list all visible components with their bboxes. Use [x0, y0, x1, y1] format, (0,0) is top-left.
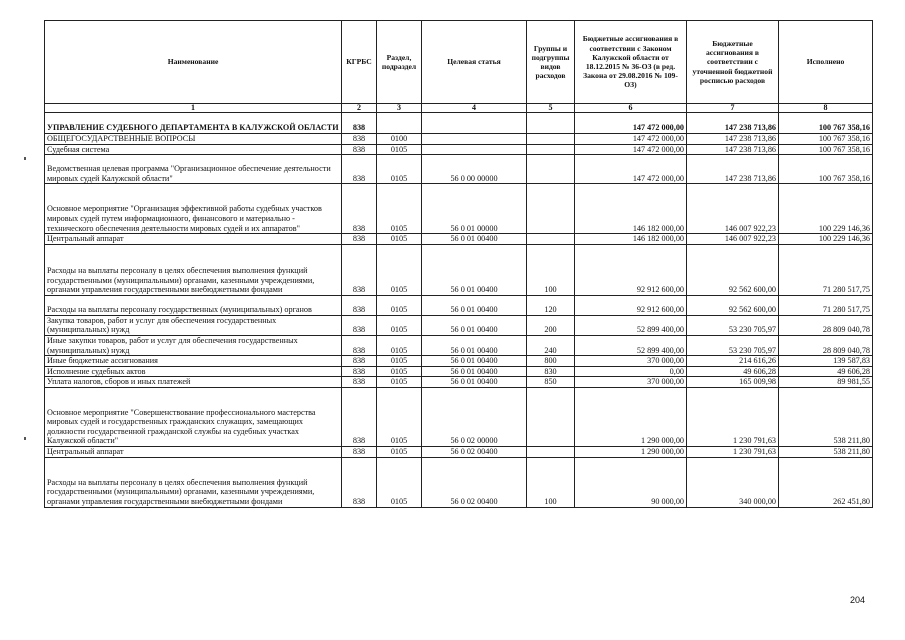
row-kgrbs: 838 [342, 446, 377, 457]
row-schedule-amount: 165 009,98 [687, 377, 779, 388]
header-kgrbs: КГРБС [342, 21, 377, 104]
header-groups: Группы и подгруппы видов расходов [527, 21, 575, 104]
row-executed-amount: 71 280 517,75 [779, 244, 873, 295]
row-group [527, 387, 575, 446]
row-section: 0105 [377, 446, 422, 457]
row-section: 0105 [377, 356, 422, 367]
row-kgrbs: 838 [342, 144, 377, 155]
row-schedule-amount: 147 238 713,86 [687, 113, 779, 134]
page-number: 204 [850, 595, 866, 605]
row-name: Уплата налогов, сборов и иных платежей [45, 377, 342, 388]
row-section: 0105 [377, 244, 422, 295]
row-section: 0105 [377, 184, 422, 234]
row-executed-amount: 100 229 146,36 [779, 184, 873, 234]
table-row [45, 244, 873, 295]
row-executed-amount: 71 280 517,75 [779, 295, 873, 315]
row-target: 56 0 01 00400 [422, 366, 527, 377]
row-group [527, 446, 575, 457]
row-name: Исполнение судебных актов [45, 366, 342, 377]
row-schedule-amount: 92 562 600,00 [687, 295, 779, 315]
row-kgrbs: 838 [342, 356, 377, 367]
column-number-row [45, 104, 873, 113]
row-executed-amount: 538 211,80 [779, 446, 873, 457]
row-section: 0105 [377, 295, 422, 315]
column-number: 6 [575, 104, 687, 113]
row-kgrbs: 838 [342, 366, 377, 377]
margin-mark [24, 437, 26, 440]
row-schedule-amount: 146 007 922,23 [687, 234, 779, 245]
row-name: Иные бюджетные ассигнования [45, 356, 342, 367]
row-law-amount: 92 912 600,00 [575, 295, 687, 315]
row-group: 120 [527, 295, 575, 315]
row-group: 830 [527, 366, 575, 377]
row-executed-amount: 100 767 358,16 [779, 134, 873, 145]
column-number: 3 [377, 104, 422, 113]
row-name: Центральный аппарат [45, 234, 342, 245]
row-target: 56 0 01 00400 [422, 335, 527, 355]
row-section: 0105 [377, 387, 422, 446]
row-schedule-amount: 53 230 705,97 [687, 315, 779, 335]
row-group: 240 [527, 335, 575, 355]
row-law-amount: 52 899 400,00 [575, 335, 687, 355]
row-schedule-amount: 1 230 791,63 [687, 387, 779, 446]
table-row [45, 295, 873, 315]
row-name: Основное мероприятие "Организация эффективной работы судебных участков мировых судей путем информационного, финансового и материально - технического обеспечения деятельности мировых судей и их аппаратов" [45, 184, 342, 234]
row-executed-amount: 139 587,83 [779, 356, 873, 367]
row-group: 850 [527, 377, 575, 388]
table-row [45, 377, 873, 388]
row-schedule-amount: 146 007 922,23 [687, 184, 779, 234]
row-target [422, 134, 527, 145]
row-law-amount: 0,00 [575, 366, 687, 377]
header-name: Наименование [45, 21, 342, 104]
row-section: 0105 [377, 234, 422, 245]
row-schedule-amount: 340 000,00 [687, 457, 779, 507]
row-target [422, 144, 527, 155]
row-name: Ведомственная целевая программа "Организационное обеспечение деятельности мировых судей Калужской области" [45, 155, 342, 184]
row-schedule-amount: 147 238 713,86 [687, 155, 779, 184]
row-group: 100 [527, 457, 575, 507]
header-section: Раздел, подраздел [377, 21, 422, 104]
table-row [45, 155, 873, 184]
row-target: 56 0 01 00400 [422, 377, 527, 388]
row-law-amount: 146 182 000,00 [575, 234, 687, 245]
header-executed: Исполнено [779, 21, 873, 104]
row-target: 56 0 02 00400 [422, 446, 527, 457]
row-target: 56 0 02 00000 [422, 387, 527, 446]
row-law-amount: 146 182 000,00 [575, 184, 687, 234]
row-executed-amount: 538 211,80 [779, 387, 873, 446]
row-kgrbs: 838 [342, 315, 377, 335]
row-kgrbs: 838 [342, 377, 377, 388]
table-row [45, 335, 873, 355]
row-schedule-amount: 49 606,28 [687, 366, 779, 377]
margin-mark [24, 157, 26, 160]
row-executed-amount: 49 606,28 [779, 366, 873, 377]
row-group [527, 184, 575, 234]
row-schedule-amount: 53 230 705,97 [687, 335, 779, 355]
row-kgrbs: 838 [342, 335, 377, 355]
row-law-amount: 147 472 000,00 [575, 113, 687, 134]
row-kgrbs: 838 [342, 457, 377, 507]
row-group [527, 134, 575, 145]
row-executed-amount: 100 767 358,16 [779, 144, 873, 155]
column-number: 5 [527, 104, 575, 113]
row-kgrbs: 838 [342, 234, 377, 245]
row-section: 0105 [377, 315, 422, 335]
table-row [45, 446, 873, 457]
row-group [527, 144, 575, 155]
row-section: 0100 [377, 134, 422, 145]
row-group [527, 155, 575, 184]
column-number: 2 [342, 104, 377, 113]
table-row [45, 113, 873, 134]
row-group: 800 [527, 356, 575, 367]
row-section: 0105 [377, 335, 422, 355]
row-schedule-amount: 92 562 600,00 [687, 244, 779, 295]
row-name: Расходы на выплаты персоналу в целях обеспечения выполнения функций государственными (муниципальными) органами, казенными учреждениями, органами управления государственными внебюджетными фондами [45, 244, 342, 295]
row-law-amount: 90 000,00 [575, 457, 687, 507]
column-number: 1 [45, 104, 342, 113]
row-kgrbs: 838 [342, 113, 377, 134]
row-target: 56 0 01 00400 [422, 244, 527, 295]
row-group: 200 [527, 315, 575, 335]
row-name: Расходы на выплаты персоналу в целях обеспечения выполнения функций государственными (муниципальными) органами, казенными учреждениями, органами управления государственными внебюджетными фондами [45, 457, 342, 507]
row-section: 0105 [377, 366, 422, 377]
row-group: 100 [527, 244, 575, 295]
row-kgrbs: 838 [342, 184, 377, 234]
table-body [45, 113, 873, 508]
row-schedule-amount: 147 238 713,86 [687, 134, 779, 145]
table-row [45, 134, 873, 145]
row-name: Центральный аппарат [45, 446, 342, 457]
row-target: 56 0 01 00400 [422, 295, 527, 315]
row-schedule-amount: 214 616,26 [687, 356, 779, 367]
table-row [45, 184, 873, 234]
row-kgrbs: 838 [342, 134, 377, 145]
table-row [45, 387, 873, 446]
row-law-amount: 1 290 000,00 [575, 387, 687, 446]
row-executed-amount: 100 229 146,36 [779, 234, 873, 245]
table-row [45, 144, 873, 155]
row-target: 56 0 01 00400 [422, 234, 527, 245]
row-law-amount: 52 899 400,00 [575, 315, 687, 335]
row-name: ОБЩЕГОСУДАРСТВЕННЫЕ ВОПРОСЫ [45, 134, 342, 145]
row-target: 56 0 00 00000 [422, 155, 527, 184]
row-section: 0105 [377, 144, 422, 155]
row-name: Судебная система [45, 144, 342, 155]
header-row [45, 21, 873, 104]
row-name: Расходы на выплаты персоналу государственных (муниципальных) органов [45, 295, 342, 315]
row-executed-amount: 28 809 040,78 [779, 335, 873, 355]
table-row [45, 356, 873, 367]
row-kgrbs: 838 [342, 387, 377, 446]
column-number: 8 [779, 104, 873, 113]
row-target: 56 0 01 00000 [422, 184, 527, 234]
row-name: Иные закупки товаров, работ и услуг для обеспечения государственных (муниципальных) нужд [45, 335, 342, 355]
row-executed-amount: 100 767 358,16 [779, 155, 873, 184]
row-executed-amount: 262 451,80 [779, 457, 873, 507]
row-section: 0105 [377, 457, 422, 507]
row-kgrbs: 838 [342, 155, 377, 184]
row-group [527, 234, 575, 245]
row-executed-amount: 89 981,55 [779, 377, 873, 388]
row-law-amount: 147 472 000,00 [575, 144, 687, 155]
column-number: 4 [422, 104, 527, 113]
row-section: 0105 [377, 377, 422, 388]
row-executed-amount: 28 809 040,78 [779, 315, 873, 335]
row-target: 56 0 01 00400 [422, 315, 527, 335]
column-number: 7 [687, 104, 779, 113]
row-name: Основное мероприятие "Совершенствование профессионального мастерства мировых судей и государственных гражданских служащих, замещающих должности государственной гражданской службы на судебных участках Калужской области" [45, 387, 342, 446]
header-law: Бюджетные ассигнования в соответствии с Законом Калужской области от 18.12.2015 № 36-ОЗ (в ред. Закона от 29.08.2016 № 109-ОЗ) [575, 21, 687, 104]
row-law-amount: 1 290 000,00 [575, 446, 687, 457]
header-schedule: Бюджетные ассигнования в соответствии с уточненной бюджетной росписью расходов [687, 21, 779, 104]
row-target: 56 0 02 00400 [422, 457, 527, 507]
header-target: Целевая статья [422, 21, 527, 104]
budget-table [44, 20, 873, 508]
row-executed-amount: 100 767 358,16 [779, 113, 873, 134]
row-target: 56 0 01 00400 [422, 356, 527, 367]
row-group [527, 113, 575, 134]
table-row [45, 366, 873, 377]
row-kgrbs: 838 [342, 244, 377, 295]
row-law-amount: 370 000,00 [575, 377, 687, 388]
row-schedule-amount: 1 230 791,63 [687, 446, 779, 457]
row-law-amount: 92 912 600,00 [575, 244, 687, 295]
row-kgrbs: 838 [342, 295, 377, 315]
row-name: УПРАВЛЕНИЕ СУДЕБНОГО ДЕПАРТАМЕНТА В КАЛУЖСКОЙ ОБЛАСТИ [45, 113, 342, 134]
row-name: Закупка товаров, работ и услуг для обеспечения государственных (муниципальных) нужд [45, 315, 342, 335]
row-law-amount: 147 472 000,00 [575, 155, 687, 184]
row-law-amount: 147 472 000,00 [575, 134, 687, 145]
row-schedule-amount: 147 238 713,86 [687, 144, 779, 155]
table-row [45, 315, 873, 335]
row-section: 0105 [377, 155, 422, 184]
row-law-amount: 370 000,00 [575, 356, 687, 367]
table-row [45, 457, 873, 507]
row-section [377, 113, 422, 134]
row-target [422, 113, 527, 134]
table-row [45, 234, 873, 245]
